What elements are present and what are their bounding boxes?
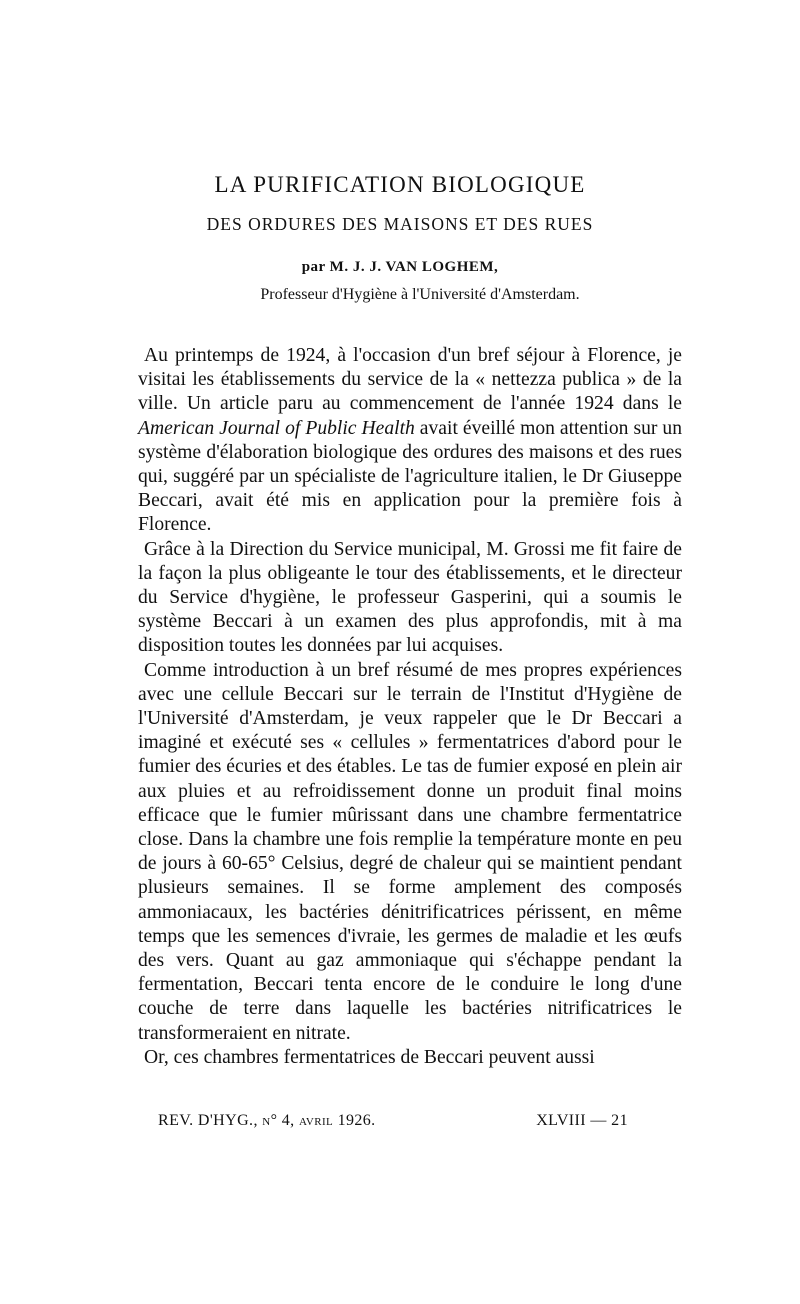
author-line: par M. J. J. VAN LOGHEM, (301, 259, 499, 275)
paragraph-1 (138, 344, 682, 538)
page-subtitle: DES ORDURES DES MAISONS ET DES RUES (206, 214, 594, 234)
paragraph-4: Or, ces chambres fermentatrices de Beccari peuvent aussi (144, 1046, 595, 1068)
paragraph-1-part-a: Au printemps de 1924, à l'occasion d'un bref séjour à Florence, je visitai les établissements du service de la « nettezza publica » de la ville. Un article paru au commencement de l'année 1924 dans le (138, 345, 682, 415)
page-footer (158, 1112, 628, 1130)
page-number: XLVIII — 21 (536, 1112, 628, 1129)
page-title: LA PURIFICATION BIOLOGIQUE (214, 172, 586, 197)
author-affiliation: Professeur d'Hygiène à l'Université d'Amsterdam. (260, 286, 580, 303)
journal-title: American Journal of Public Health (138, 417, 415, 439)
paragraph-1-part-b: avait éveillé mon attention sur un système d'élaboration biologique des ordures des maisons et des rues qui, suggéré par un spécialiste de l'agriculture italien, le Dr Giuseppe Beccari, avait été mis en application pour la première fois à Florence. (138, 417, 682, 536)
paragraph-2: Grâce à la Direction du Service municipal, M. Grossi me fit faire de la façon la plus obligeante le tour des établissements, et le directeur du Service d'hygiène, le professeur Gasperini, qui a soumis le système Beccari à un examen des plus approfondis, mit à ma disposition toutes les données par lui acquises. (138, 538, 682, 657)
article-body (138, 344, 682, 1070)
paragraph-3: Comme introduction à un bref résumé de mes propres expériences avec une cellule Beccari sur le terrain de l'Institut d'Hygiène de l'Université d'Amsterdam, je veux rappeler que le Dr Beccari a imaginé et exécuté ses « cellules » fermentatrices d'abord pour le fumier des écuries et des étables. Le tas de fumier exposé en plein air aux pluies et au refroidissement donne un produit final moins efficace que le fumier mûrissant dans une chambre fermentatrice close. Dans la chambre une fois remplie la température monte en peu de jours à 60-65° Celsius, degré de chaleur qui se maintient pendant plusieurs semaines. Il se forme amplement des composés ammoniacaux, les bactéries dénitrificatrices périssent, en même temps que les semences d'ivraie, les germes de maladie et les œufs des vers. Quant au gaz ammoniaque qui s'échappe pendant la fermentation, Beccari tenta encore de le conduire le long d'une couche de terre dans laquelle les bactéries nitrificatrices le transformeraient en nitrate. (138, 659, 682, 1044)
journal-reference: REV. D'HYG., n° 4, avril 1926. (158, 1112, 376, 1129)
